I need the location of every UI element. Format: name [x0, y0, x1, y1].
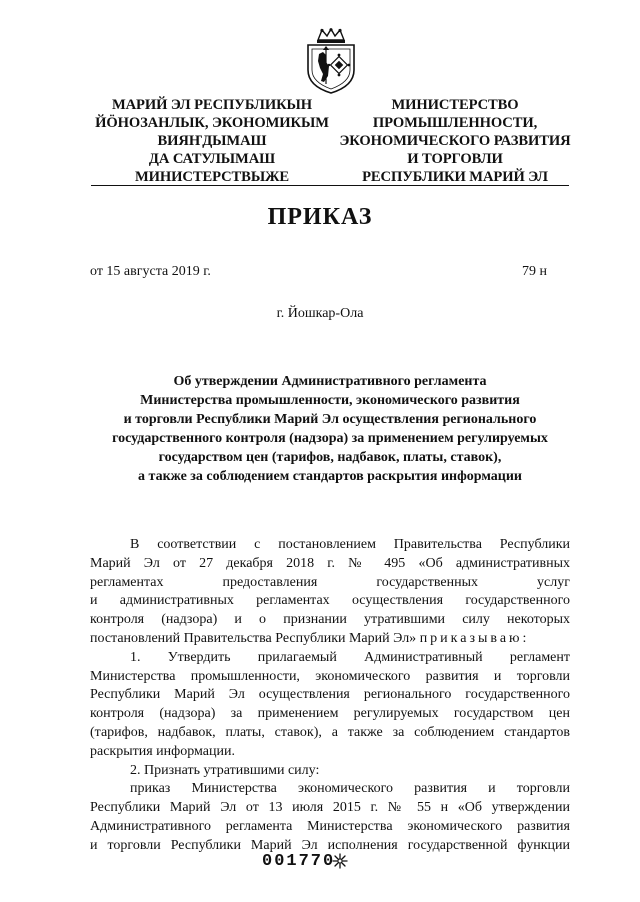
header-russian-ministry: [335, 96, 575, 186]
subject-line: Об утверждении Административного регламента: [173, 374, 487, 389]
header-marij-el-ministry: [92, 96, 332, 186]
body-line: регламентах предоставления государственных услуг: [90, 574, 570, 590]
body-line: и торговли Республики Марий Эл исполнения государственной функции: [90, 837, 570, 853]
body-line: и административных регламентах осуществления государственного: [90, 593, 570, 609]
body-line: Республики Марий Эл осуществления регионального государственного: [90, 687, 570, 703]
serial-number: 001770: [262, 852, 336, 871]
body-order-word: приказываю:: [419, 630, 530, 646]
header-left-line: МИНИСТЕРСТВЫЖЕ: [134, 169, 290, 185]
header-left-line: ВИЯҤДЫМАШ: [157, 133, 267, 149]
header-left-line: ДА САТУЛЫМАШ: [148, 151, 276, 167]
document-number: 79 н: [522, 264, 547, 279]
body-line: 2. Признать утратившими силу:: [130, 762, 320, 778]
coat-of-arms-emblem: [302, 28, 360, 94]
subject-line: Министерства промышленности, экономического развития: [140, 393, 520, 408]
body-text: постановлений Правительства Республики Марий Эл»: [90, 630, 417, 646]
header-left-line: ЙÖНОЗАНЛЫК, ЭКОНОМИКЫМ: [95, 115, 329, 131]
header-right-line: РЕСПУБЛИКИ МАРИЙ ЭЛ: [362, 169, 548, 185]
body-line: 1. Утвердить прилагаемый Административный регламент: [130, 649, 570, 665]
body-line: Министерства промышленности, экономического развития и торговли: [90, 668, 570, 684]
body-line: Административного регламента Министерства экономического развития: [90, 818, 570, 834]
subject-line: государством цен (тарифов, надбавок, платы, ставок),: [158, 450, 502, 465]
body-line: контроля (надзора) и о признании утратившими силу некоторых: [90, 612, 570, 628]
subject-line: а также за соблюдением стандартов раскрытия информации: [138, 469, 522, 484]
header-right-line: ЭКОНОМИЧЕСКОГО РАЗВИТИЯ: [339, 133, 571, 149]
document-body: [90, 536, 570, 856]
body-line: Марий Эл от 27 декабря 2018 г. № 495 «Об административных: [90, 555, 570, 571]
subject-line: государственного контроля (надзора) за применением регулируемых: [112, 431, 548, 446]
body-line: приказ Министерства экономического развития и торговли: [130, 781, 570, 797]
body-line: (тарифов, надбавок, платы, ставок), а также за соблюдением стандартов: [90, 724, 570, 740]
snowflake-mark-icon: [332, 853, 348, 869]
header-right-line: МИНИСТЕРСТВО: [391, 97, 519, 113]
subject-line: и торговли Республики Марий Эл осуществления регионального: [123, 412, 537, 427]
document-city: г. Йошкар-Ола: [276, 306, 364, 321]
header-right-line: И ТОРГОВЛИ: [407, 151, 503, 167]
body-line: Республики Марий Эл от 13 июля 2015 г. № 55 н «Об утверждении: [90, 800, 570, 816]
document-title: ПРИКАЗ: [267, 204, 373, 230]
document-date: от 15 августа 2019 г.: [90, 264, 211, 279]
body-line: раскрытия информации.: [90, 743, 235, 759]
body-line: [90, 630, 570, 649]
header-left-line: МАРИЙ ЭЛ РЕСПУБЛИКЫН: [111, 97, 313, 113]
header-divider: [91, 185, 569, 186]
document-subject: [70, 372, 590, 486]
body-line: В соответствии с постановлением Правительства Республики: [130, 537, 570, 552]
body-line: контроля (надзора) за применением регулируемых государством цен: [90, 706, 570, 722]
header-right-line: ПРОМЫШЛЕННОСТИ,: [372, 115, 538, 131]
